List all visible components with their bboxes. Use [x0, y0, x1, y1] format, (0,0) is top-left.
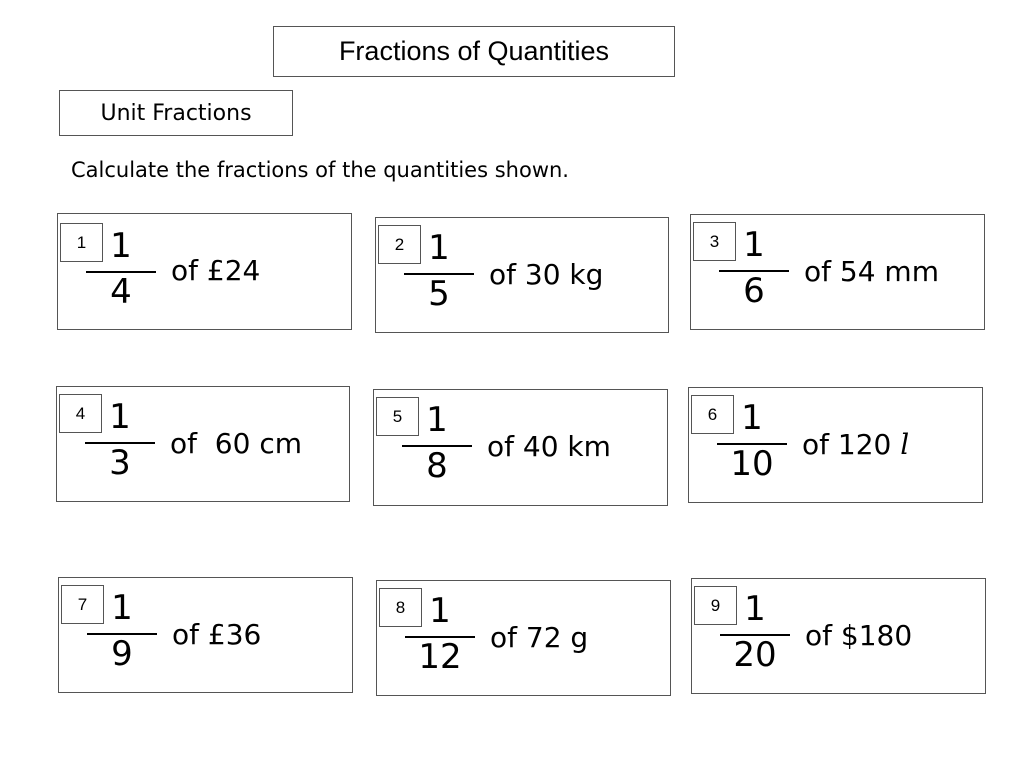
question-card-7 [58, 577, 353, 693]
question-card-9 [691, 578, 986, 694]
fraction [720, 589, 790, 675]
question-card-4 [56, 386, 350, 502]
fraction-numerator: 1 [428, 228, 450, 268]
quantity-text: of $180 [805, 619, 913, 652]
fraction-denominator: 4 [110, 272, 132, 312]
question-card-5 [373, 389, 668, 506]
fraction-numerator: 1 [426, 400, 448, 440]
quantity-text: of 54 mm [804, 255, 939, 288]
quantity-text: of 60 cm [170, 427, 302, 460]
question-number: 6 [691, 395, 734, 434]
fraction-numerator: 1 [429, 591, 451, 631]
question-number: 1 [60, 223, 103, 262]
quantity-text: of £24 [171, 254, 261, 287]
fraction [717, 398, 787, 484]
question-number: 5 [376, 397, 419, 436]
fraction [87, 588, 157, 674]
quantity-text [802, 428, 909, 461]
section-subtitle: Unit Fractions [59, 90, 293, 136]
fraction-numerator: 1 [110, 226, 132, 266]
fraction-numerator: 1 [741, 398, 763, 438]
question-number: 4 [59, 394, 102, 433]
quantity-text: of 30 kg [489, 258, 604, 291]
fraction [405, 591, 475, 677]
fraction [719, 225, 789, 311]
fraction-numerator: 1 [111, 588, 133, 628]
question-card-2 [375, 217, 669, 333]
quantity-text: of £36 [172, 618, 262, 651]
quantity-text: of 40 km [487, 430, 611, 463]
litre-unit: l [900, 428, 910, 461]
fraction-numerator: 1 [744, 589, 766, 629]
fraction-denominator: 8 [426, 446, 448, 486]
question-number: 7 [61, 585, 104, 624]
fraction [404, 228, 474, 314]
fraction-denominator: 6 [743, 271, 765, 311]
fraction-numerator: 1 [109, 397, 131, 437]
fraction [85, 397, 155, 483]
question-number: 8 [379, 588, 422, 627]
page-title: Fractions of Quantities [273, 26, 675, 77]
question-number: 2 [378, 225, 421, 264]
fraction-denominator: 12 [418, 637, 462, 677]
fraction-denominator: 9 [111, 634, 133, 674]
question-number: 9 [694, 586, 737, 625]
fraction [86, 226, 156, 312]
question-card-3 [690, 214, 985, 330]
quantity-text: of 72 g [490, 621, 589, 654]
question-card-6 [688, 387, 983, 503]
fraction [402, 400, 472, 486]
instructions-text: Calculate the fractions of the quantities shown. [71, 158, 569, 182]
fraction-numerator: 1 [743, 225, 765, 265]
quantity-amount: of 120 [802, 428, 901, 461]
fraction-denominator: 5 [428, 274, 450, 314]
question-number: 3 [693, 222, 736, 261]
fraction-denominator: 20 [733, 635, 777, 675]
question-card-1 [57, 213, 352, 330]
fraction-denominator: 10 [730, 444, 774, 484]
fraction-denominator: 3 [109, 443, 131, 483]
question-card-8 [376, 580, 671, 696]
